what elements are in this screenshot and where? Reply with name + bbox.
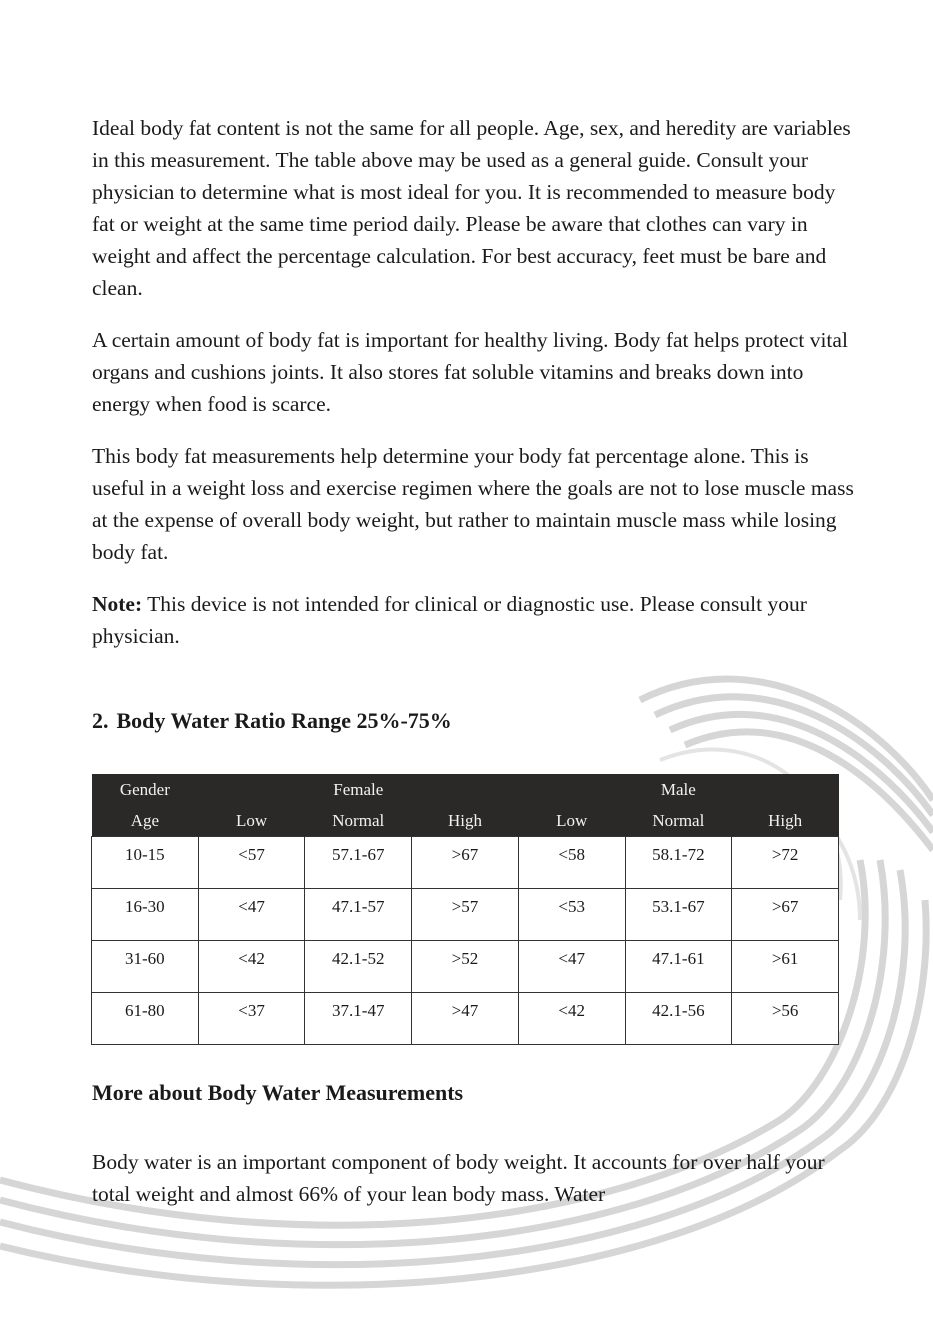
table-cell: >57	[412, 889, 519, 941]
table-cell: 31-60	[92, 941, 199, 993]
header-female-high: High	[412, 805, 519, 837]
table-cell: <42	[518, 993, 625, 1045]
table-cell: <53	[518, 889, 625, 941]
section-title-text: Body Water Ratio Range 25%-75%	[116, 708, 452, 733]
table-row	[92, 941, 839, 993]
header-cell	[198, 774, 305, 805]
paragraph-body-fat-importance: A certain amount of body fat is important for healthy living. Body fat helps protect vital organs and cushions joints. It also stores fat soluble vitamins and breaks down into energy when food is scarce.	[92, 328, 848, 416]
table-cell: >61	[732, 941, 839, 993]
header-female: Female	[305, 774, 412, 805]
header-cell	[518, 774, 625, 805]
header-female-low: Low	[198, 805, 305, 837]
paragraph-body-fat-measurements: This body fat measurements help determine your body fat percentage alone. This is useful in a weight loss and exercise regimen where the goals are not to lose muscle mass at the expense of overall body weight, but rather to maintain muscle mass while losing body fat.	[92, 444, 854, 564]
note-paragraph	[92, 588, 862, 652]
table-cell: <58	[518, 837, 625, 889]
section-number: 2.	[92, 708, 109, 733]
header-age: Age	[92, 805, 199, 837]
paragraph-body-water: Body water is an important component of body weight. It accounts for over half your total weight and almost 66% of your lean body mass. Water	[92, 1150, 825, 1206]
table-cell: 47.1-61	[625, 941, 732, 993]
header-gender: Gender	[92, 774, 199, 805]
header-male-normal: Normal	[625, 805, 732, 837]
header-cell	[412, 774, 519, 805]
table-cell: >72	[732, 837, 839, 889]
header-male: Male	[625, 774, 732, 805]
table-cell: <47	[198, 889, 305, 941]
table-cell: 42.1-52	[305, 941, 412, 993]
body-text	[92, 112, 862, 672]
table-cell: >67	[732, 889, 839, 941]
table-cell: 16-30	[92, 889, 199, 941]
table-row	[92, 993, 839, 1045]
table-header-row-levels	[92, 805, 839, 837]
table-cell: >47	[412, 993, 519, 1045]
table-row	[92, 837, 839, 889]
table-cell: >52	[412, 941, 519, 993]
header-female-normal: Normal	[305, 805, 412, 837]
table-cell: 57.1-67	[305, 837, 412, 889]
table-cell: <42	[198, 941, 305, 993]
section-title-body-water	[92, 708, 452, 734]
header-male-low: Low	[518, 805, 625, 837]
note-text: This device is not intended for clinical or diagnostic use. Please consult your physician.	[92, 592, 807, 648]
table-cell: 58.1-72	[625, 837, 732, 889]
table-header-row-gender	[92, 774, 839, 805]
table-cell: <47	[518, 941, 625, 993]
table-cell: <57	[198, 837, 305, 889]
table-cell: <37	[198, 993, 305, 1045]
bottom-text	[92, 1146, 852, 1210]
section-title-more-water: More about Body Water Measurements	[92, 1080, 464, 1105]
table-row	[92, 889, 839, 941]
table-cell: 37.1-47	[305, 993, 412, 1045]
header-cell	[732, 774, 839, 805]
body-water-ratio-table	[91, 774, 839, 1045]
table-cell: 53.1-67	[625, 889, 732, 941]
paragraph-body-fat-ideal: Ideal body fat content is not the same for all people. Age, sex, and heredity are variables in this measurement. The table above may be used as a general guide. Consult your physician to determine what is most ideal for you. It is recommended to measure body fat or weight at the same time period daily. Please be aware that clothes can vary in weight and affect the percentage calculation. For best accuracy, feet must be bare and clean.	[92, 116, 851, 300]
table-cell: 42.1-56	[625, 993, 732, 1045]
table-cell: 47.1-57	[305, 889, 412, 941]
table-cell: 61-80	[92, 993, 199, 1045]
note-label: Note:	[92, 592, 143, 616]
header-male-high: High	[732, 805, 839, 837]
table-cell: >56	[732, 993, 839, 1045]
table-cell: >67	[412, 837, 519, 889]
table-cell: 10-15	[92, 837, 199, 889]
